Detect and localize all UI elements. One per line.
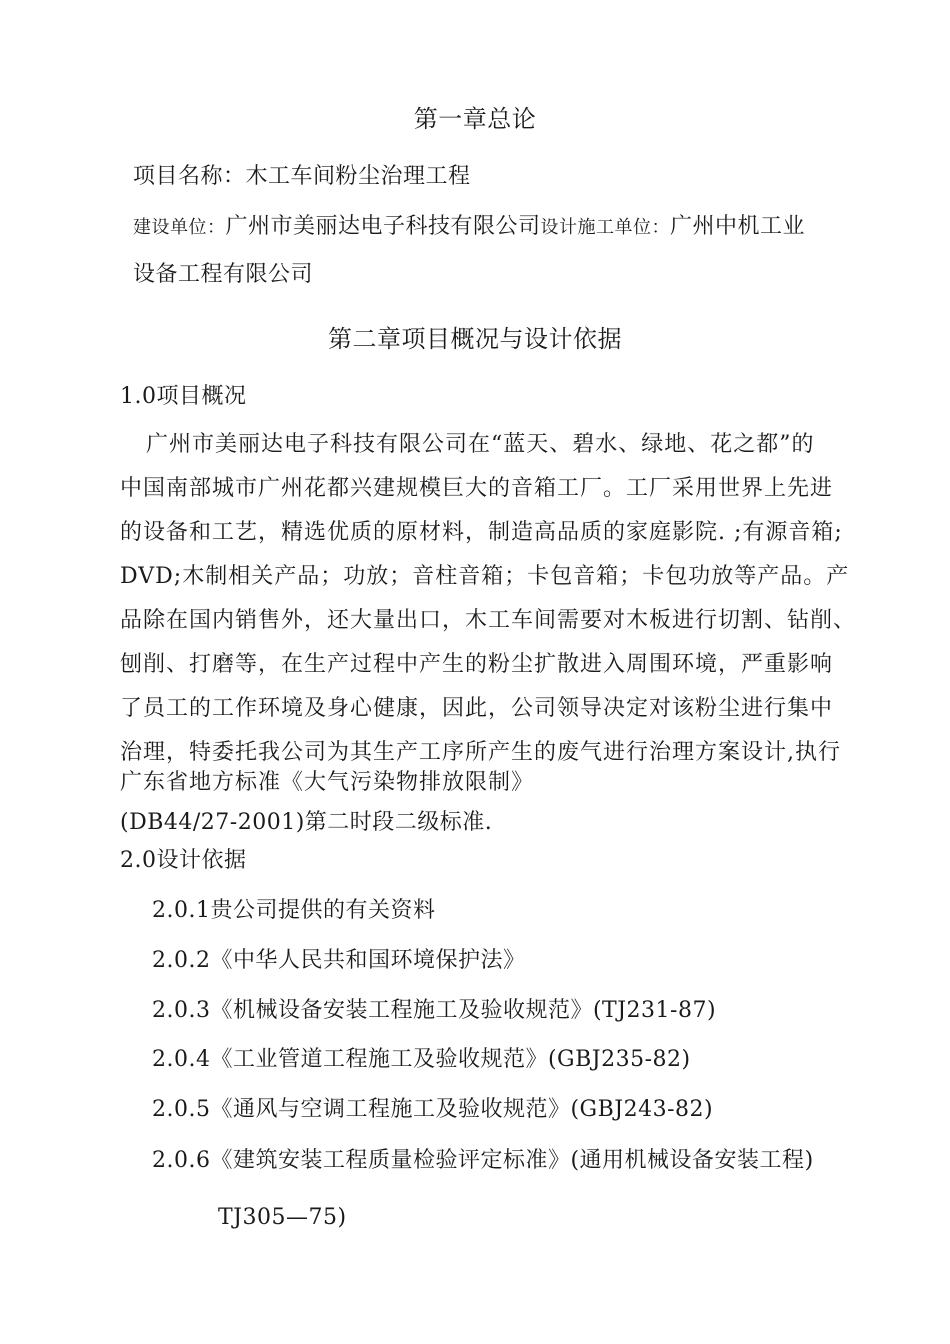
basis-item: 2.0.5《通风与空调工程施工及验收规范》(GBJ243-82): [152, 1097, 714, 1122]
project-name: 木工车间粉尘治理工程: [245, 164, 471, 189]
basis-item: 2.0.3《机械设备安装工程施工及验收规范》(TJ231-87): [152, 998, 717, 1023]
overview-line: 了员工的工作环境及身心健康，因此，公司领导决定对该粉尘进行集中: [120, 696, 834, 721]
overview-line: (DB44/27-2001)第二时段二级标准.: [120, 810, 493, 835]
overview-line: 广州市美丽达电子科技有限公司在“蓝天、碧水、绿地、花之都”的: [146, 432, 815, 457]
overview-line: DVD;木制相关产品；功放；音柱音箱；卡包音箱；卡包功放等产品。产: [120, 564, 850, 589]
project-name-line: [133, 162, 471, 192]
overview-line: 品除在国内销售外，还大量出口，木工车间需要对木板进行切割、钻削、: [120, 608, 857, 633]
project-label: 项目名称：: [133, 164, 246, 189]
basis-item: 2.0.2《中华人民共和国环境保护法》: [152, 948, 526, 973]
designer-name-part1: 广州中机工业: [670, 214, 806, 239]
builder-name: 广州市美丽达电子科技有限公司: [225, 214, 541, 239]
overview-line: 治理，特委托我公司为其生产工序所产生的废气进行治理方案设计,执行: [120, 740, 841, 765]
builder-label: 建设单位：: [133, 217, 226, 238]
basis-item: 2.0.1贵公司提供的有关资料: [152, 898, 436, 923]
chapter1-title: 第一章总论: [413, 105, 537, 133]
designer-name-part2: 设备工程有限公司: [133, 262, 314, 287]
section1-title: 1.0项目概况: [120, 384, 247, 409]
section2-title: 2.0设计依据: [120, 848, 247, 873]
overview-line: 广东省地方标准《大气污染物排放限制》: [120, 770, 535, 795]
overview-line: 刨削、打磨等，在生产过程中产生的粉尘扩散进入周围环境，严重影响: [120, 652, 834, 677]
builder-designer-line: [133, 212, 805, 243]
chapter2-title: 第二章项目概况与设计依据: [328, 325, 622, 353]
designer-label: 设计施工单位：: [540, 217, 671, 238]
basis-item: 2.0.6《建筑安装工程质量检验评定标准》(通用机械设备安装工程): [152, 1148, 814, 1173]
basis-item: 2.0.4《工业管道工程施工及验收规范》(GBJ235-82): [152, 1047, 691, 1072]
basis-item-continuation: TJ305—75): [218, 1205, 347, 1230]
overview-line: 的设备和工艺，精选优质的原材料，制造高品质的家庭影院. ;有源音箱;: [120, 520, 843, 545]
overview-line: 中国南部城市广州花都兴建规模巨大的音箱工厂。工厂采用世界上先进: [120, 476, 834, 501]
